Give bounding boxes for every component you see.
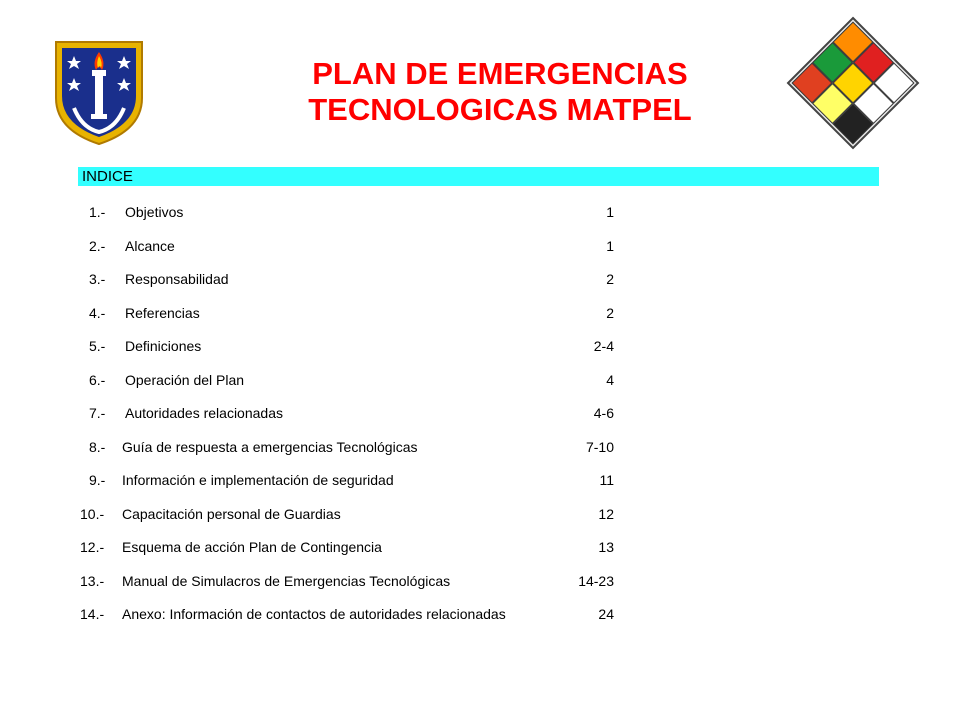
toc-item-page: 7-10 (585, 438, 614, 455)
toc-item (0, 469, 700, 491)
toc-item-label: Capacitación personal de Guardias (122, 505, 341, 522)
toc-item-page: 4-6 (593, 405, 614, 421)
title-line-1: PLAN DE EMERGENCIAS (312, 56, 688, 91)
toc-item-page: 11 (599, 472, 614, 488)
toc-item-number: 8.- (89, 438, 106, 455)
toc-item-number: 4.- (89, 304, 106, 321)
toc-item-number: 7.- (89, 405, 106, 421)
toc-item-page: 2-4 (593, 338, 614, 354)
toc-item (0, 268, 700, 290)
hazmat-placards-icon (786, 16, 920, 150)
toc-item-label: Anexo: Información de contactos de autoridades relacionadas (122, 606, 506, 622)
toc-item-label: Operación del Plan (125, 371, 245, 388)
toc-item (0, 201, 700, 223)
toc-item-number: 9.- (89, 472, 106, 488)
toc-item-number: 10.- (80, 505, 105, 522)
toc-item (0, 302, 700, 324)
toc-item-label: Manual de Simulacros de Emergencias Tecnológicas (122, 572, 451, 589)
toc-item-label: Esquema de acción Plan de Contingencia (122, 539, 382, 555)
university-crest-icon (52, 38, 146, 146)
toc-item-page: 1 (606, 237, 614, 254)
toc-item-page: 1 (606, 204, 614, 220)
toc-item (0, 570, 700, 592)
toc-item-label: Guía de respuesta a emergencias Tecnológicas (122, 438, 418, 455)
toc-item-number: 5.- (89, 338, 106, 354)
toc-item-label: Definiciones (125, 338, 202, 354)
toc-item-page: 13 (598, 539, 614, 555)
toc-item-label: Alcance (125, 237, 175, 254)
toc-item (0, 235, 700, 257)
toc-item-number: 13.- (80, 572, 105, 589)
toc-item-number: 6.- (89, 371, 106, 388)
toc-item-label: Referencias (125, 304, 200, 321)
toc-item-number: 3.- (89, 271, 106, 287)
title-line-2: TECNOLOGICAS MATPEL (308, 92, 692, 127)
toc-item (0, 369, 700, 391)
toc-item-label: Autoridades relacionadas (125, 405, 283, 421)
toc-item-page: 12 (598, 505, 614, 522)
toc-item-label: Objetivos (125, 204, 184, 220)
toc-item (0, 536, 700, 558)
toc-item-number: 2.- (89, 237, 106, 254)
toc-item (0, 402, 700, 424)
toc-item (0, 436, 700, 458)
toc-item-label: Responsabilidad (125, 271, 229, 287)
toc-item-page: 2 (606, 304, 614, 321)
toc-item (0, 603, 700, 625)
toc-item-page: 14-23 (578, 572, 614, 589)
toc-item-number: 1.- (89, 204, 106, 220)
toc-item-page: 2 (606, 271, 614, 287)
toc-item-page: 4 (606, 371, 614, 388)
toc-item-page: 24 (598, 606, 614, 622)
toc-item-number: 14.- (80, 606, 105, 622)
toc-item (0, 503, 700, 525)
page-title (200, 56, 800, 128)
toc-item-label: Información e implementación de seguridad (122, 472, 394, 488)
toc-item-number: 12.- (80, 539, 105, 555)
toc-item (0, 335, 700, 357)
index-header-bar (78, 167, 879, 186)
index-heading: INDICE (82, 168, 133, 185)
